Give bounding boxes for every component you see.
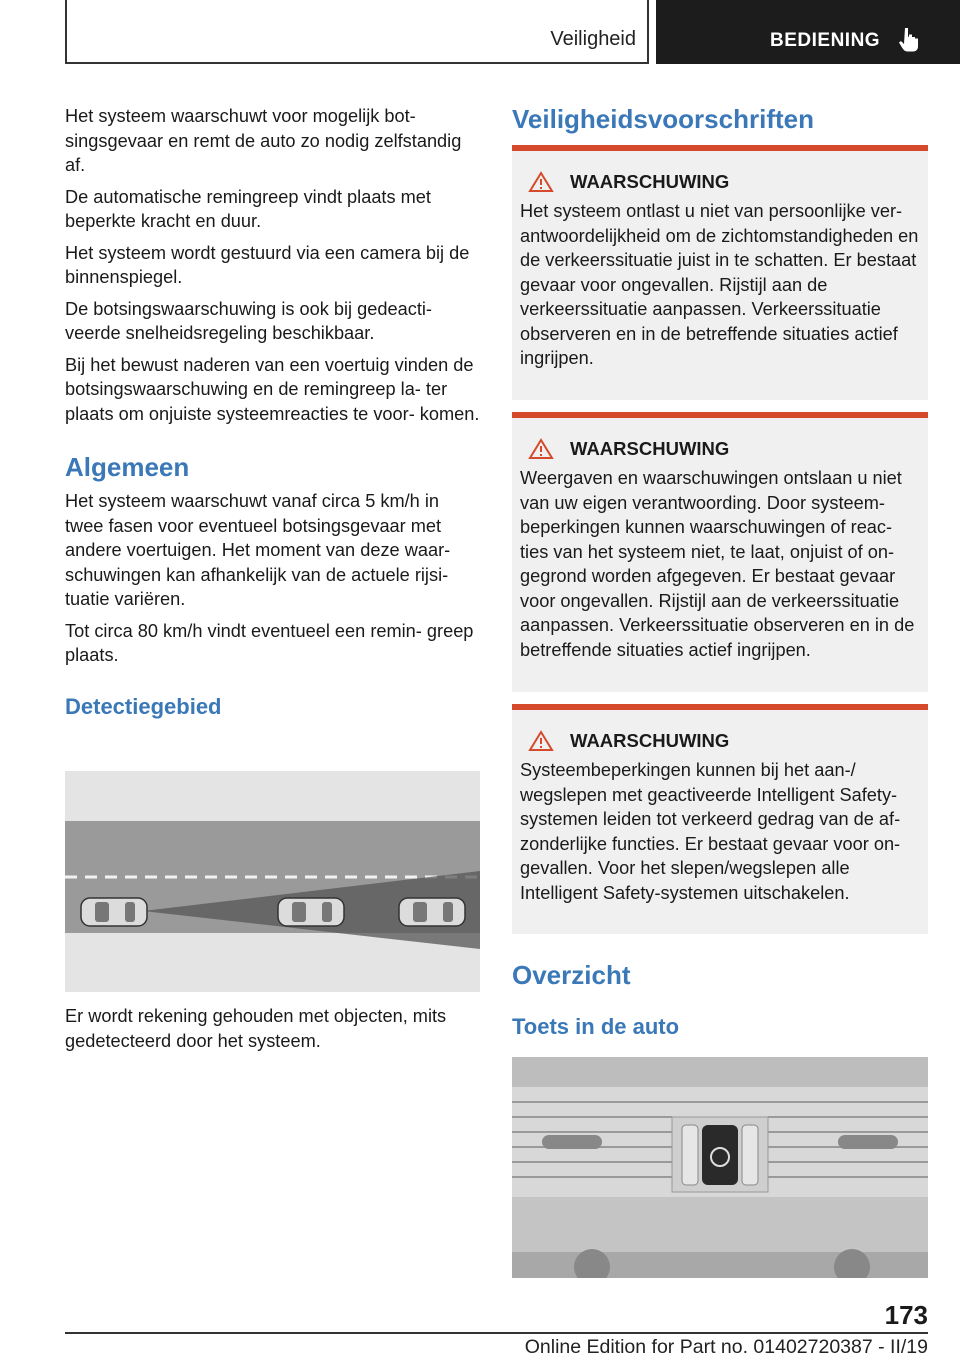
warning-text: Het systeem ontlast u niet van persoonlijke ver‐ antwoordelijkheid om de zichtomstandigheden en de verkeerssituatie juist in te schatten. Er bestaat gevaar voor ongevallen. Rijstijl aan de verkeerssituatie aanpassen. Verkeerssituatie observeren en in de betreffende situaties actief ingrijpen. [520, 201, 919, 368]
intro-paragraph-4: De botsingswaarschuwing is ook bij gedeacti‐ veerde snelheidsregeling beschikbaar. [65, 298, 432, 343]
intro-paragraph-1: Het systeem waarschuwt voor mogelijk bot‐ singsgevaar en remt de auto zo nodig zelfstandig af. [65, 106, 462, 175]
warning-triangle-icon [528, 438, 554, 460]
header-rule-left [65, 0, 67, 64]
general-paragraph-2: Tot circa 80 km/h vindt eventueel een remin‐ greep plaats. [65, 620, 474, 665]
intro-paragraph-5: Bij het bewust naderen van een voertuig vinden de botsingswaarschuwing en de remingreep la‐ ter plaats om onjuiste systeemreacties te voor‐ komen. [65, 354, 480, 424]
left-column [65, 104, 480, 720]
header-rule-bottom [65, 62, 649, 64]
warning-triangle-icon [528, 171, 554, 193]
detection-caption: Er wordt rekening gehouden met objecten, mits gedetecteerd door het systeem. [65, 1006, 447, 1051]
general-paragraph-1: Het systeem waarschuwt vanaf circa 5 km/h in twee fasen voor eventueel botsingsgevaar met andere voertuigen. Het moment van deze waar‐ schuwingen kan afhankelijk van de actuele rijsi‐ tuatie variëren. [65, 491, 451, 609]
warning-text: Weergaven en waarschuwingen ontslaan u niet van uw eigen verantwoording. Door systeem‐ beperkingen kunnen waarschuwingen of reac‐ ties van het systeem niet, te laat, onjuist of on‐ gegrond worden afgegeven. Er bestaat gevaar voor ongevallen. Rijstijl aan de verkeerssituatie aanpassen. Verkeerssituatie observeren en in de betreffende situaties actief ingrijpen. [520, 468, 915, 660]
page-number: 173 [884, 1300, 928, 1330]
hand-pointer-icon [896, 26, 922, 52]
header-section-title: Veiligheid [550, 28, 636, 50]
heading-detection-area: Detectiegebied [65, 693, 222, 719]
warning-title: WAARSCHUWING [570, 438, 730, 459]
intro-paragraph-2: De automatische remingreep vindt plaats met beperkte kracht en duur. [65, 186, 431, 231]
heading-button-in-car: Toets in de auto [512, 1014, 680, 1039]
warning-box-1 [512, 145, 928, 400]
car-button-photo [512, 1057, 928, 1278]
heading-overview: Overzicht [512, 960, 631, 990]
header-chapter-title: BEDIENING [770, 30, 881, 51]
detection-area-illustration [65, 771, 480, 992]
footer-rule [65, 1332, 928, 1334]
heading-general: Algemeen [65, 452, 190, 482]
warning-title: WAARSCHUWING [570, 730, 730, 751]
intro-paragraph-3: Het systeem wordt gestuurd via een camera bij de binnenspiegel. [65, 242, 470, 287]
warning-box-2 [512, 412, 928, 692]
heading-safety-rules: Veiligheidsvoorschriften [512, 104, 814, 134]
warning-text: Systeembeperkingen kunnen bij het aan-/ wegslepen met geactiveerde Intelligent Safety- systemen leiden tot verkeerd gedrag van de af‐ zonderlijke functies. Er bestaat gevaar voor on‐ gevallen. Voor het slepen/wegslepen alle Intelligent Safety-systemen uitschakelen. [520, 760, 901, 903]
warning-title: WAARSCHUWING [570, 171, 730, 192]
header-rule-divider [647, 0, 649, 64]
footer-edition-text: Online Edition for Part no. 01402720387 - II/19 [524, 1336, 928, 1358]
warning-box-3 [512, 704, 928, 934]
warning-triangle-icon [528, 730, 554, 752]
